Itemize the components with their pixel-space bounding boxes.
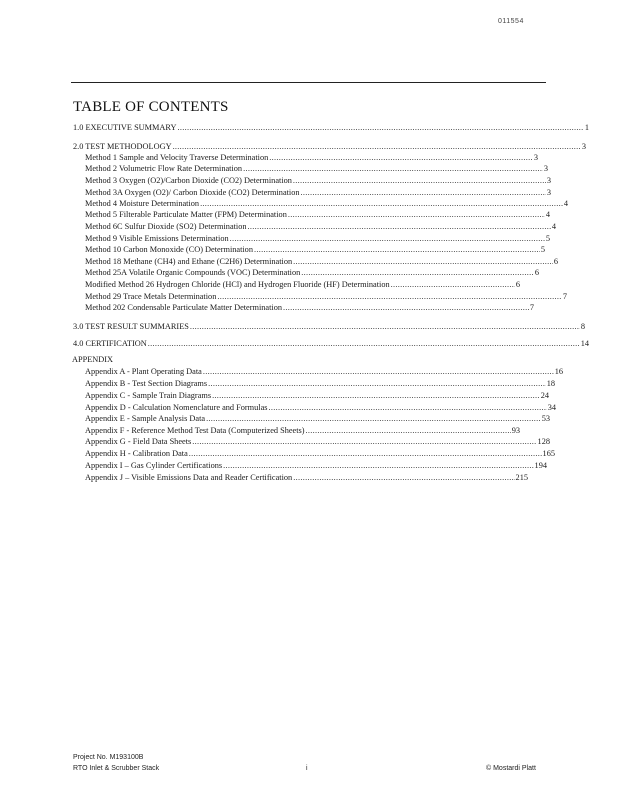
dot-leader [293, 175, 546, 186]
dot-leader [148, 338, 580, 349]
toc-method-label: Method 10 Carbon Monoxide (CO) Determination [85, 245, 253, 254]
toc-appendix-label: Appendix H - Calibration Data [85, 449, 188, 458]
toc-method-entry [85, 302, 534, 313]
toc-appendix-page-number: 53 [541, 414, 550, 423]
toc-appendix-page-number: 34 [547, 403, 556, 412]
toc-method-label: Method 3 Oxygen (O2)/Carbon Dioxide (CO2) Determination [85, 176, 292, 185]
toc-method-page-number: 3 [546, 176, 551, 185]
toc-method-label: Method 9 Visible Emissions Determination [85, 234, 229, 243]
toc-method-label: Method 18 Methane (CH4) and Ethane (C2H6) Determination [85, 257, 293, 266]
toc-method-page-number: 6 [534, 268, 539, 277]
dot-leader [288, 209, 545, 220]
toc-method-label: Modified Method 26 Hydrogen Chloride (HCl) and Hydrogen Fluoride (HF) Determination [85, 280, 390, 289]
toc-appendix-entry [85, 390, 549, 401]
toc-method-page-number: 4 [551, 222, 556, 231]
toc-method-label: Method 2 Volumetric Flow Rate Determination [85, 164, 243, 173]
toc-method-label: Method 202 Condensable Particulate Matter Determination [85, 303, 282, 312]
toc-appendix-entry [85, 402, 556, 413]
toc-appendix-entry [85, 413, 550, 424]
toc-appendix-page-number: 194 [534, 461, 547, 470]
toc-method-entry [85, 198, 568, 209]
toc-section-page-number: 14 [580, 339, 589, 348]
toc-method-entry [85, 291, 567, 302]
toc-method-label: Method 4 Moisture Determination [85, 199, 200, 208]
toc-appendix-entry [85, 425, 520, 436]
dot-leader [243, 163, 543, 174]
toc-appendix-page-number: 24 [540, 391, 549, 400]
toc-method-label: Method 3A Oxygen (O2)/ Carbon Dioxide (CO2) Determination [85, 188, 300, 197]
toc-appendix-page-number: 16 [554, 367, 563, 376]
toc-method-page-number: 6 [515, 280, 520, 289]
toc-method-entry [85, 279, 520, 290]
toc-method-page-number: 3 [533, 153, 538, 162]
dot-leader [391, 279, 515, 290]
toc-method-entry [85, 256, 558, 267]
toc-method-page-number: 4 [563, 199, 568, 208]
toc-method-entry [85, 209, 550, 220]
toc-section-page-number: 8 [580, 322, 585, 331]
toc-section-page-number: 1 [584, 123, 589, 132]
dot-leader [293, 256, 553, 267]
dot-leader [301, 187, 546, 198]
dot-leader [248, 221, 551, 232]
toc-method-label: Method 25A Volatile Organic Compounds (VOC) Determination [85, 268, 301, 277]
toc-appendix-page-number: 128 [537, 437, 550, 446]
toc-method-entry [85, 187, 551, 198]
dot-leader [177, 122, 583, 133]
footer-project-number: Project No. M193100B [73, 754, 144, 761]
toc-section-entry [73, 321, 585, 332]
toc-method-page-number: 5 [545, 234, 550, 243]
toc-method-page-number: 6 [553, 257, 558, 266]
dot-leader [208, 378, 546, 389]
dot-leader [269, 152, 533, 163]
footer-company: © Mostardi Platt [486, 765, 536, 772]
toc-method-page-number: 3 [543, 164, 548, 173]
toc-appendix-label: Appendix C - Sample Train Diagrams [85, 391, 212, 400]
toc-appendix-label: Appendix D - Calculation Nomenclature and Formulas [85, 403, 268, 412]
toc-method-label: Method 5 Filterable Particulate Matter (FPM) Determination [85, 210, 287, 219]
toc-appendix-label: Appendix E - Sample Analysis Data [85, 414, 206, 423]
dot-leader [230, 233, 545, 244]
toc-method-page-number: 7 [562, 292, 567, 301]
toc-method-entry [85, 233, 550, 244]
toc-method-label: Method 6C Sulfur Dioxide (SO2) Determination [85, 222, 247, 231]
toc-section-label: 1.0 EXECUTIVE SUMMARY [73, 123, 177, 132]
dot-leader [173, 141, 581, 152]
toc-appendix-page-number: 215 [515, 473, 528, 482]
toc-appendix-entry [85, 378, 555, 389]
toc-section-label: 3.0 TEST RESULT SUMMARIES [73, 322, 189, 331]
toc-method-entry [85, 175, 551, 186]
toc-appendix-entry [85, 436, 550, 447]
dot-leader [254, 244, 540, 255]
dot-leader [190, 321, 580, 332]
toc-method-entry [85, 221, 556, 232]
toc-section-label: 2.0 TEST METHODOLOGY [73, 142, 172, 151]
toc-appendix-entry [85, 366, 563, 377]
dot-leader [269, 402, 547, 413]
toc-appendix-label: Appendix B - Test Section Diagrams [85, 379, 208, 388]
toc-method-page-number: 7 [529, 303, 534, 312]
toc-appendix-page-number: 165 [542, 449, 555, 458]
dot-leader [306, 425, 511, 436]
footer-page-number: i [306, 765, 308, 772]
dot-leader [203, 366, 554, 377]
appendix-heading: APPENDIX [72, 355, 114, 364]
dot-leader [223, 460, 533, 471]
toc-method-page-number: 4 [545, 210, 550, 219]
toc-section-page-number: 3 [581, 142, 586, 151]
dot-leader [217, 291, 561, 302]
dot-leader [189, 448, 542, 459]
toc-method-label: Method 1 Sample and Velocity Traverse Determination [85, 153, 269, 162]
toc-section-label: 4.0 CERTIFICATION [73, 339, 147, 348]
toc-section-entry [73, 122, 589, 133]
footer-location: RTO Inlet & Scrubber Stack [73, 765, 160, 772]
dot-leader [206, 413, 541, 424]
toc-section-entry [73, 141, 586, 152]
dot-leader [283, 302, 529, 313]
page-title: TABLE OF CONTENTS [73, 99, 229, 115]
dot-leader [301, 267, 534, 278]
toc-section-entry [73, 338, 589, 349]
toc-method-entry [85, 163, 548, 174]
dot-leader [192, 436, 536, 447]
toc-appendix-label: Appendix I – Gas Cylinder Certifications [85, 461, 223, 470]
dot-leader [293, 472, 514, 483]
toc-method-entry [85, 244, 545, 255]
toc-appendix-label: Appendix G - Field Data Sheets [85, 437, 192, 446]
toc-appendix-label: Appendix A - Plant Operating Data [85, 367, 202, 376]
document-id: 011554 [498, 18, 524, 25]
toc-appendix-entry [85, 472, 528, 483]
dot-leader [200, 198, 563, 209]
toc-appendix-entry [85, 448, 555, 459]
toc-appendix-entry [85, 460, 547, 471]
toc-method-entry [85, 152, 538, 163]
toc-method-label: Method 29 Trace Metals Determination [85, 292, 217, 301]
toc-appendix-page-number: 93 [511, 426, 520, 435]
toc-appendix-label: Appendix J – Visible Emissions Data and Reader Certification [85, 473, 293, 482]
toc-method-entry [85, 267, 539, 278]
toc-method-page-number: 3 [546, 188, 551, 197]
toc-method-page-number: 5 [540, 245, 545, 254]
toc-appendix-page-number: 18 [546, 379, 555, 388]
dot-leader [212, 390, 540, 401]
toc-appendix-label: Appendix F - Reference Method Test Data (Computerized Sheets) [85, 426, 305, 435]
